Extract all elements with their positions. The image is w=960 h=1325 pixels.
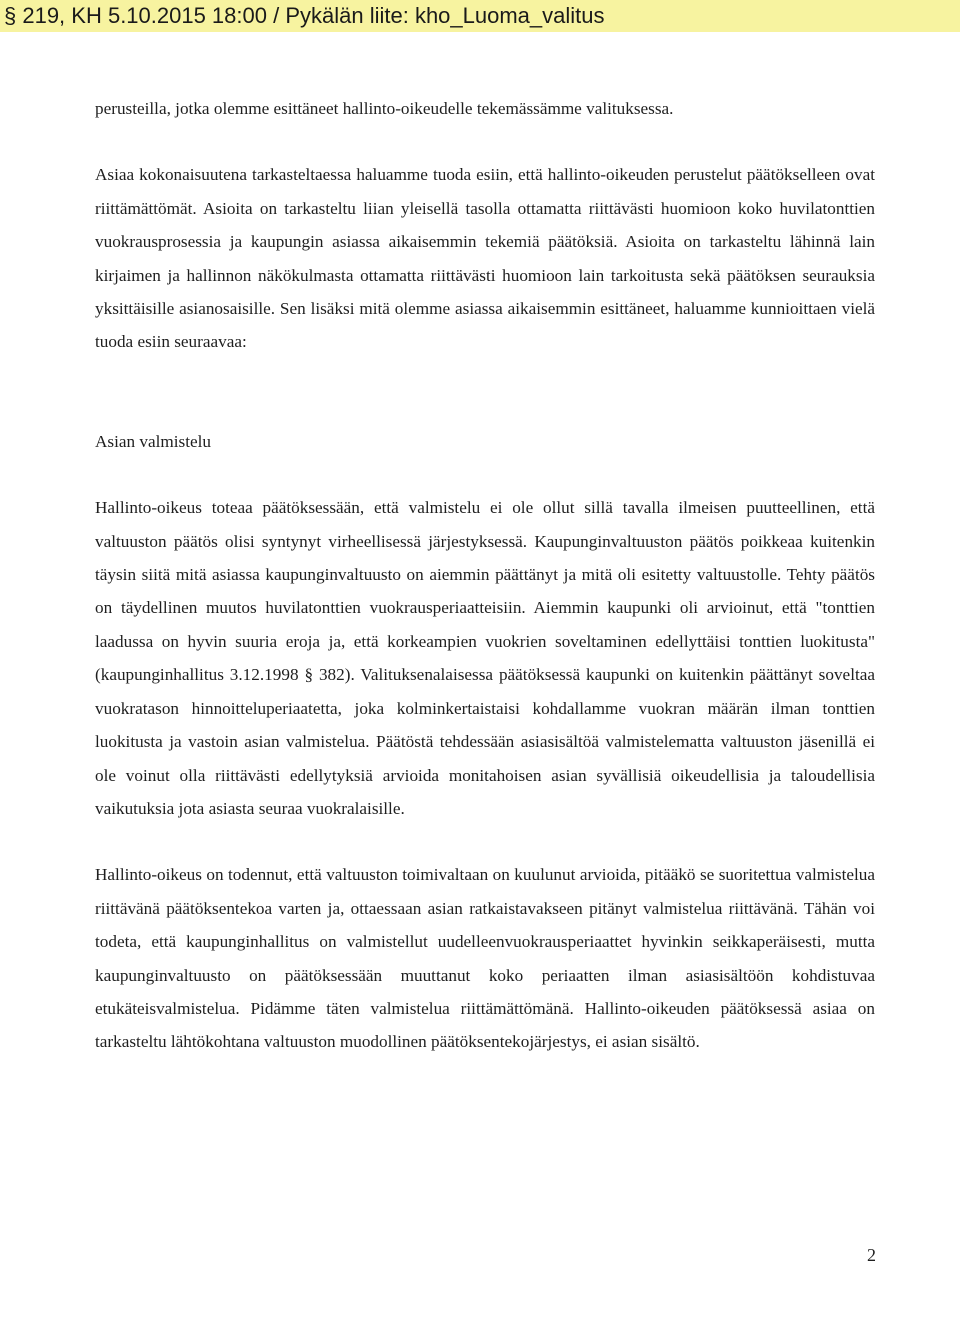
paragraph-council: Hallinto-oikeus on todennut, että valtuuston toimivaltaan on kuulunut arvioida, pitääkö se suoritettua valmistelua riittävänä päätöksentekoa varten ja, ottaessaan asian ratkaistavakseen pitänyt valmistelua riittävänä. Tähän voi todeta, että kaupunginhallitus on valmistellut uudelleenvuokrausperiaattet hyvinkin seikkaperäisesti, mutta kaupunginvaltuusto on päätöksessään muuttanut koko periaatten ilman asiasisältöön kohdistuvaa etukäteisvalmistelua. Pidämme täten valmistelua riittämättömänä. Hallinto-oikeuden päätöksessä asiaa on tarkasteltu lähtökohtana valtuuston muodollinen päätöksentekojärjestys, ei asian sisältö. [95, 865, 875, 1052]
paragraph-intro: perusteilla, jotka olemme esittäneet hallinto-oikeudelle tekemässämme valituksessa. [95, 99, 674, 118]
paragraph-preparation: Hallinto-oikeus toteaa päätöksessään, että valmistelu ei ole ollut sillä tavalla ilmeisen puutteellinen, että valtuuston päätös olisi syntynyt virheellisessä järjestyksessä. Kaupunginvaltuuston päätös poikkeaa kuitenkin täysin siitä mitä asiassa kaupunginvaltuusto on aiemmin päättänyt ja mitä oli esitetty valtuustolle. Tehty päätös on täydellinen muutos huvilatonttien vuokrausperiaatteisiin. Aiemmin kaupunki oli arvioinut, että "tonttien laadussa on hyvin suuria eroja ja, että korkeampien vuokrien soveltaminen edellyttäisi tonttien luokitusta" (kaupunginhallitus 3.12.1998 § 382). Valituksenalaisessa päätöksessä kaupunki on kuitenkin päättänyt soveltaa vuokratason hinnoitteluperiaatetta, joka kolminkertaistaisi kohdallamme vuokran määrän ilman tonttien luokitusta ja vastoin asian valmistelua. Päätöstä tehdessään asiasisältöä valmistelematta valtuuston jäsenillä ei ole voinut olla riittävästi edellytyksiä arvioida monitahoisen asian syvällisiä oikeudellisia ja taloudellisia vaikutuksia jota asiasta seuraa vuokralaisille. [95, 498, 875, 818]
header-banner [0, 0, 960, 32]
header-title: § 219, KH 5.10.2015 18:00 / Pykälän liite: kho_Luoma_valitus [4, 3, 605, 28]
page-number: 2 [867, 1245, 876, 1265]
document-page [95, 92, 875, 1059]
section-heading: Asian valmistelu [95, 431, 211, 451]
paragraph-overview: Asiaa kokonaisuutena tarkasteltaessa haluamme tuoda esiin, että hallinto-oikeuden perustelut päätökselleen ovat riittämättömät. Asioita on tarkasteltu liian yleisellä tasolla ottamatta riittävästi huomioon koko huvilatonttien vuokrausprosessia ja kaupungin asiassa aikaisemmin tekemiä päätöksiä. Asioita on tarkasteltu lähinnä lain kirjaimen ja hallinnon näkökulmasta ottamatta riittävästi huomioon lain tarkoitusta sekä päätöksen seurauksia yksittäisille asianosaisille. Sen lisäksi mitä olemme asiassa aikaisemmin esittäneet, haluamme kunnioittaen vielä tuoda esiin seuraavaa: [95, 165, 875, 352]
